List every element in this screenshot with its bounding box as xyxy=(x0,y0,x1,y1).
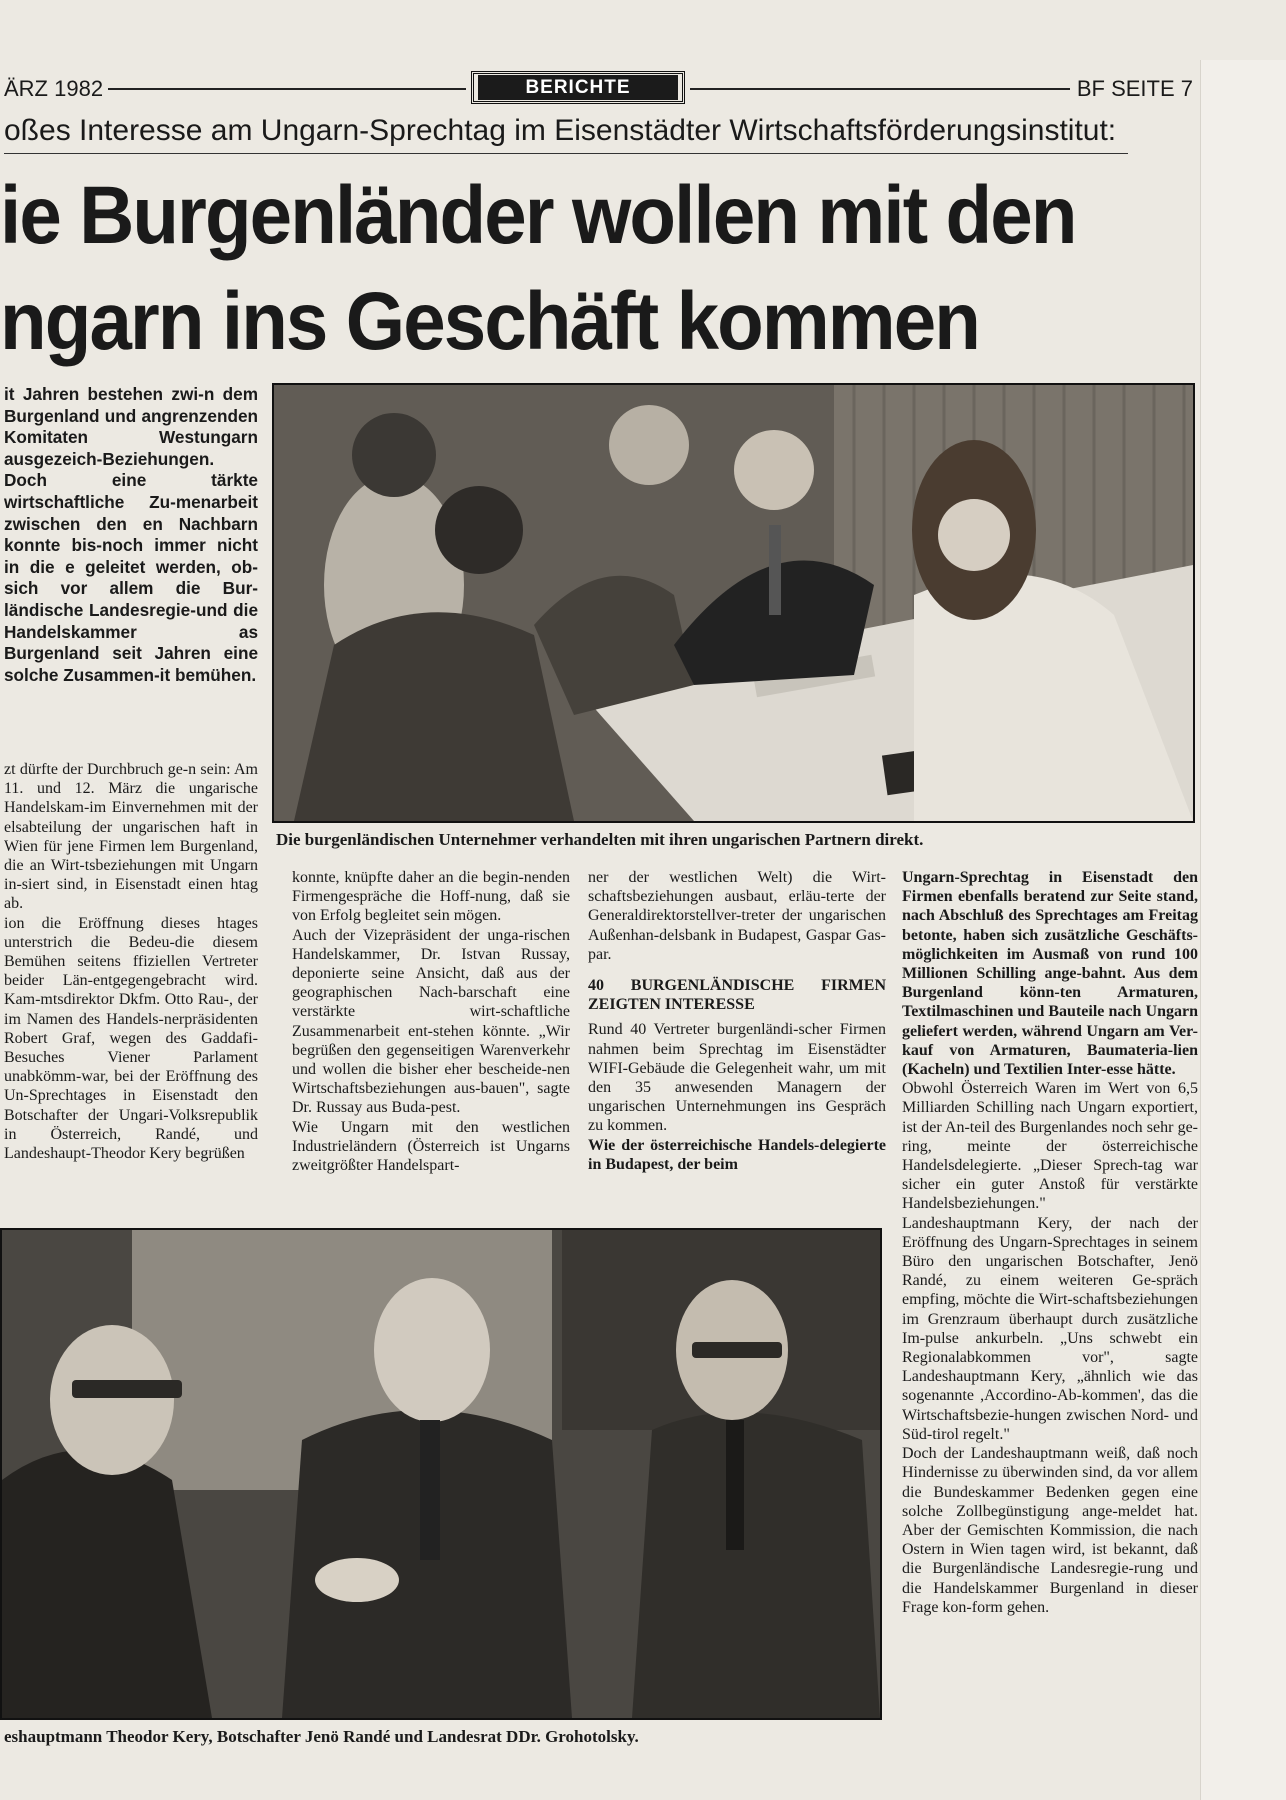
col3-paragraph-1: ner der westlichen Welt) die Wirt-schaftsbeziehungen ausbaut, erläu-terte der Generaldirektorstellver-treter der ungarischen Außenhan-delsbank in Budapest, Gaspar Gas-par. xyxy=(588,869,886,963)
col4-bold-paragraph: Ungarn-Sprechtag in Eisenstadt den Firmen ebenfalls beratend zur Seite stand, nach Abschluß des Sprechtages am Freitag betonte, haben sich zusätzliche Geschäfts-möglichkeiten im Ausmaß von rund 100 Millionen Schilling ange-bahnt. Aus dem Burgenland könn-ten Armaturen, Textilmaschinen und Bauteile nach Ungarn geliefert werden, während Ungarn am Ver-kauf von Armaturen, Baumateria-lien (Kacheln) und Textilien Inter-esse hätte. xyxy=(902,869,1198,1079)
column-1 xyxy=(4,760,258,1163)
headline-line-2: ngarn ins Geschäft kommen xyxy=(0,276,980,367)
photo-negotiation-table xyxy=(272,383,1195,823)
headline-line-1: ie Burgenländer wollen mit den xyxy=(0,170,1076,261)
column-3 xyxy=(588,868,886,1174)
kicker-line: oßes Interesse am Ungarn-Sprechtag im Eisenstädter Wirtschaftsförderungsinstitut: xyxy=(4,114,1117,147)
lead-paragraph: it Jahren bestehen zwi-n dem Burgenland und angrenzenden Komitaten Westungarn ausgezeich-Beziehungen. Doch eine tärkte wirtschaftliche Zu-menarbeit zwischen den en Nachbarn konnte bis-noch immer nicht in die e geleitet werden, ob-sich vor allem die Bur-ländische Landesregie-und die Handelskammer as Burgenland seit Jahren eine solche Zusammen-it bemühen. xyxy=(4,384,258,685)
header-rule-right xyxy=(690,88,1070,90)
col2-paragraph-3: Wie Ungarn mit den westlichen Industrieländern (Österreich ist Ungarns zweitgrößter Handelspart- xyxy=(292,1118,570,1175)
kicker-underline xyxy=(4,153,1128,154)
page-number: BF SEITE 7 xyxy=(1076,76,1193,101)
photo-officials xyxy=(0,1228,882,1720)
col4-paragraph-2: Landeshauptmann Kery, der nach der Eröffnung des Ungarn-Sprechtages in seinem Büro den ungarischen Botschafter, Jenö Randé, zu einem weiteren Ge-spräch empfing, möchte die Wirt-schaftsbeziehungen im Grenzraum überhaupt durch zusätzliche Im-pulse ankurbeln. „Uns schwebt ein Regionalabkommen vor", sagte Landeshauptmann Kery, „ähnlich wie das sogenannte ,Accordino-Ab-kommen', das die Wirtschaftsbezie-hungen zwischen Nord- und Süd-tirol regelt." xyxy=(902,1214,1198,1443)
section-label: BERICHTE xyxy=(478,75,678,100)
col1-paragraph-2: ion die Eröffnung dieses htages unterstrich die Bedeu-die diesem Bemühen seitens ffiziellen Vertreter beider Län-entgegengebracht wird. Kam-mtsdirektor Dkfm. Otto Rau-, der im Namen des Handels-nerpräsidenten Robert Graf, wegen des Gaddafi-Besuches Viener Parlament unabkömm-war, bei der Eröffnung des Un-Sprechtages in Eisenstadt den Botschafter der Ungari-Volksrepublik in Österreich, Randé, und Landeshaupt-Theodor Kery begrüßen xyxy=(4,914,258,1163)
photo1-caption: Die burgenländischen Unternehmer verhandelten mit ihren ungarischen Partnern direkt. xyxy=(276,830,924,849)
col2-paragraph-1: konnte, knüpfte daher an die begin-nenden Firmengespräche die Hoff-nung, daß sie von Erfolg begleitet sein mögen. xyxy=(292,869,570,925)
col3-subhead: 40 BURGENLÄNDISCHE FIRMEN ZEIGTEN INTERESSE xyxy=(588,977,886,1014)
col4-paragraph-1: Obwohl Österreich Waren im Wert von 6,5 Milliarden Schilling nach Ungarn exportiert, ist der An-teil des Burgenlandes noch sehr ge-ring, meinte der österreichische Handelsdelegierte. „Dieser Sprech-tag war sicher ein guter Anstoß für verstärkte Handelsbeziehungen." xyxy=(902,1080,1198,1213)
col4-paragraph-3: Doch der Landeshauptmann weiß, daß noch Hindernisse zu überwinden sind, da vor allem die Bundeskammer Bedenken gegen eine solche Zollbegünstigung ange-meldet hat. Aber der Gemischten Kommission, die nach Ostern in Wien tagen wird, ist bekannt, daß die Burgenländische Landesregie-rung und die Handelskammer Burgenland in dieser Frage kon-form gehen. xyxy=(902,1445,1198,1616)
col2-paragraph-2: Auch der Vizepräsident der unga-rischen Handelskammer, Dr. Istvan Russay, deponierte seine Ansicht, daß aus der geographischen Nach-barschaft eine verstärkte wirt-schaftliche Zusammenarbeit ent-stehen könnte. „Wir begrüßen den gegenseitigen Warenverkehr und wollen die bisher eher bescheide-nen Wirtschaftsbeziehungen aus-bauen", sagte Dr. Russay aus Buda-pest. xyxy=(292,926,570,1117)
header-rule-left xyxy=(108,88,466,90)
column-2 xyxy=(292,868,570,1175)
adjacent-page-strip xyxy=(1200,60,1286,1800)
col3-bold-paragraph: Wie der österreichische Handels-delegierte in Budapest, der beim xyxy=(588,1136,886,1173)
col1-paragraph-1: zt dürfte der Durchbruch ge-n sein: Am 11. und 12. März die ungarische Handelskam-im Einvernehmen mit der elsabteilung der ungarischen haft in Wien für jene Firmen lem Burgenland, die an Wirt-tsbeziehungen mit Ungarn in-siert sind, in Eisenstadt einen htag ab. xyxy=(4,761,258,913)
col3-paragraph-2: Rund 40 Vertreter burgenländi-scher Firmen nahmen beim Sprechtag im Eisenstädter WIFI-Gebäude die Gelegenheit wahr, um mit den 35 anwesenden Managern der ungarischen Unternehmungen ins Gespräch zu kommen. xyxy=(588,1021,886,1135)
issue-date: ÄRZ 1982 xyxy=(4,76,104,101)
column-4 xyxy=(902,868,1198,1617)
photo2-caption: eshauptmann Theodor Kery, Botschafter Jenö Randé und Landesrat DDr. Grohotolsky. xyxy=(4,1727,639,1746)
